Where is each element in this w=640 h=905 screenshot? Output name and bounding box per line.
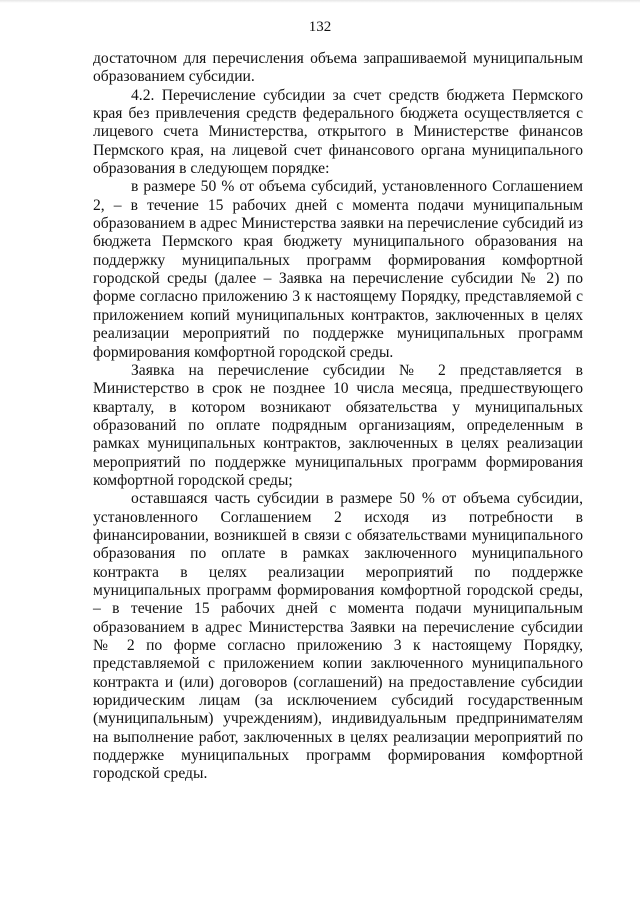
document-body [93, 50, 583, 784]
paragraph-application-deadline: Заявка на перечисление субсидии № 2 представляется в Министерство в срок не позднее 10 числа месяца, предшествующего кварталу, в котором возникают обязательства у муниципальных образований по оплате подрядным организациям, определенным в рамках муниципальных контрактов, заключенных в целях реализации мероприятий по поддержке муниципальных программ формирования комфортной городской среды; [93, 361, 583, 489]
page-number: 132 [308, 19, 332, 35]
scan-edge [0, 0, 640, 3]
paragraph-section-4-2: 4.2. Перечисление субсидии за счет средств бюджета Пермского края без привлечения средств федерального бюджета осуществляется с лицевого счета Министерства, открытого в Министерстве финансов Пермского края, на лицевой счет финансового органа муниципального образования в следующем порядке: [93, 86, 583, 178]
paragraph-continuation: достаточном для перечисления объема запрашиваемой муниципальным образованием субсидии. [93, 50, 583, 86]
paragraph-first-installment: в размере 50 % от объема субсидий, установленного Соглашением 2, – в течение 15 рабочих дней с момента подачи муниципальным образованием в адрес Министерства заявки на перечисление субсидий из бюджета Пермского края бюджету муниципального образования на поддержку муниципальных программ формирования комфортной городской среды (далее – Заявка на перечисление субсидии № 2) по форме согласно приложению 3 к настоящему Порядку, представляемой с приложением копий муниципальных контрактов, заключенных в целях реализации мероприятий по поддержке муниципальных программ формирования комфортной городской среды. [93, 178, 583, 361]
paragraph-remaining-installment: оставшаяся часть субсидии в размере 50 % от объема субсидии, установленного Соглашением 2 исходя из потребности в финансировании, возникшей в связи с обязательствами муниципального образования по оплате в рамках заключенного муниципального контракта в целях реализации мероприятий по поддержке муниципальных программ формирования комфортной городской среды, – в течение 15 рабочих дней с момента подачи муниципальным образованием в адрес Министерства Заявки на перечисление субсидии № 2 по форме согласно приложению 3 к настоящему Порядку, представляемой с приложением копии заключенного муниципального контракта и (или) договоров (соглашений) на предоставление субсидии юридическим лицам (за исключением субсидий государственным (муниципальным) учреждениям), индивидуальным предпринимателям на выполнение работ, заключенных в целях реализации мероприятий по поддержке муниципальных программ формирования комфортной городской среды. [93, 490, 583, 783]
